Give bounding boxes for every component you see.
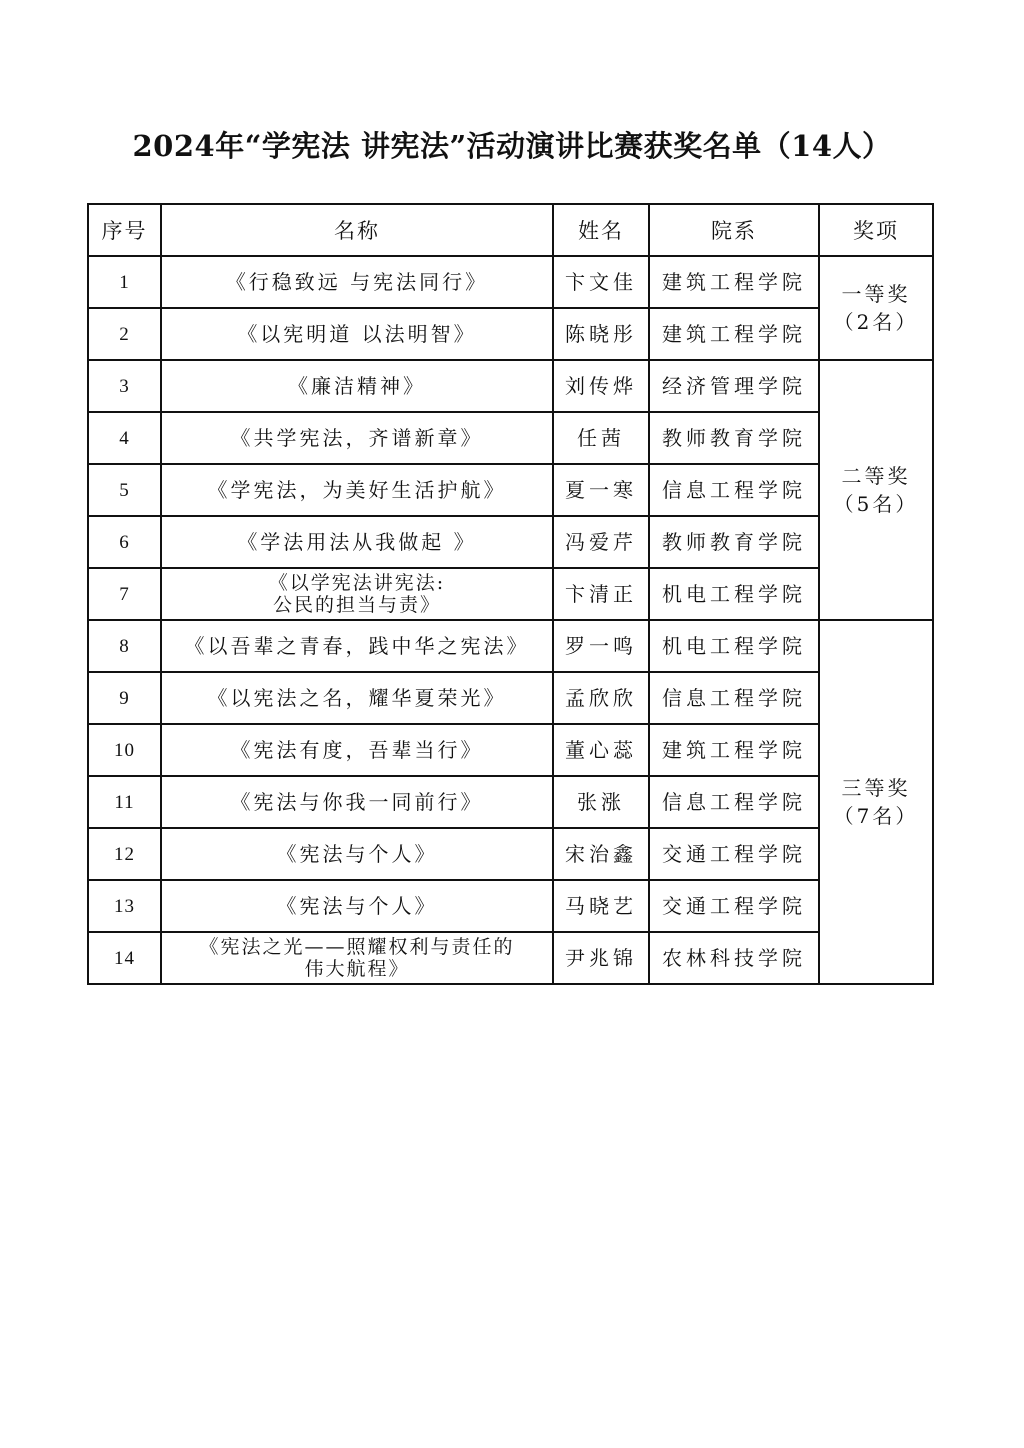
row-index: 12 [88,828,161,880]
winner-name: 董心蕊 [553,724,649,776]
winner-name: 刘传烨 [553,360,649,412]
row-index: 7 [88,568,161,620]
table-row [88,932,933,984]
row-index: 10 [88,724,161,776]
row-index: 8 [88,620,161,672]
row-index: 6 [88,516,161,568]
table-row [88,776,933,828]
row-index: 11 [88,776,161,828]
table-header-row [88,204,933,256]
row-index: 1 [88,256,161,308]
table-row [88,308,933,360]
speech-title: 《以学宪法讲宪法: 公民的担当与责》 [161,568,553,620]
row-index: 9 [88,672,161,724]
winner-name: 冯爱芹 [553,516,649,568]
winner-name: 卞清正 [553,568,649,620]
speech-title: 《学宪法，为美好生活护航》 [161,464,553,516]
winner-name: 宋治鑫 [553,828,649,880]
table-row [88,620,933,672]
winner-name: 张涨 [553,776,649,828]
winner-name: 孟欣欣 [553,672,649,724]
award-label: 一等奖 [841,282,911,306]
award-third-prize [819,620,933,984]
award-label: 二等奖 [841,464,911,488]
row-index: 3 [88,360,161,412]
speech-title: 《宪法与你我一同前行》 [161,776,553,828]
winner-name: 夏一寒 [553,464,649,516]
speech-title: 《宪法与个人》 [161,880,553,932]
department: 农林科技学院 [649,932,819,984]
speech-title: 《以吾辈之青春，践中华之宪法》 [161,620,553,672]
speech-title: 《以宪法之名，耀华夏荣光》 [161,672,553,724]
table-row [88,464,933,516]
award-first-prize [819,256,933,360]
table-row [88,256,933,308]
speech-title: 《行稳致远 与宪法同行》 [161,256,553,308]
speech-title: 《宪法之光——照耀权利与责任的 伟大航程》 [161,932,553,984]
award-count: （7名） [833,804,919,828]
speech-title: 《宪法与个人》 [161,828,553,880]
document-title: 2024年“学宪法 讲宪法”活动演讲比赛获奖名单（14人） [132,129,892,163]
award-count: （5名） [833,492,919,516]
department: 信息工程学院 [649,464,819,516]
header-department: 院系 [649,204,819,256]
department: 交通工程学院 [649,828,819,880]
row-index: 14 [88,932,161,984]
table-row [88,724,933,776]
award-second-prize [819,360,933,620]
winner-name: 任茜 [553,412,649,464]
department: 教师教育学院 [649,516,819,568]
row-index: 5 [88,464,161,516]
department: 信息工程学院 [649,776,819,828]
row-index: 4 [88,412,161,464]
table-row [88,672,933,724]
row-index: 2 [88,308,161,360]
winner-name: 马晓艺 [553,880,649,932]
department: 建筑工程学院 [649,724,819,776]
table-row [88,412,933,464]
department: 建筑工程学院 [649,308,819,360]
award-count: （2名） [833,310,919,334]
department: 经济管理学院 [649,360,819,412]
table-row [88,360,933,412]
department: 建筑工程学院 [649,256,819,308]
table-row [88,880,933,932]
table-row [88,828,933,880]
speech-title: 《共学宪法，齐谱新章》 [161,412,553,464]
department: 机电工程学院 [649,568,819,620]
header-award: 奖项 [819,204,933,256]
department: 交通工程学院 [649,880,819,932]
winner-name: 罗一鸣 [553,620,649,672]
winner-name: 卞文佳 [553,256,649,308]
department: 信息工程学院 [649,672,819,724]
table-row [88,516,933,568]
department: 机电工程学院 [649,620,819,672]
table-row [88,568,933,620]
row-index: 13 [88,880,161,932]
awards-table [87,203,934,985]
header-name: 姓名 [553,204,649,256]
header-index: 序号 [88,204,161,256]
speech-title: 《学法用法从我做起 》 [161,516,553,568]
speech-title: 《宪法有度，吾辈当行》 [161,724,553,776]
winner-name: 尹兆锦 [553,932,649,984]
department: 教师教育学院 [649,412,819,464]
speech-title: 《廉洁精神》 [161,360,553,412]
header-title: 名称 [161,204,553,256]
speech-title: 《以宪明道 以法明智》 [161,308,553,360]
award-label: 三等奖 [841,776,911,800]
winner-name: 陈晓彤 [553,308,649,360]
